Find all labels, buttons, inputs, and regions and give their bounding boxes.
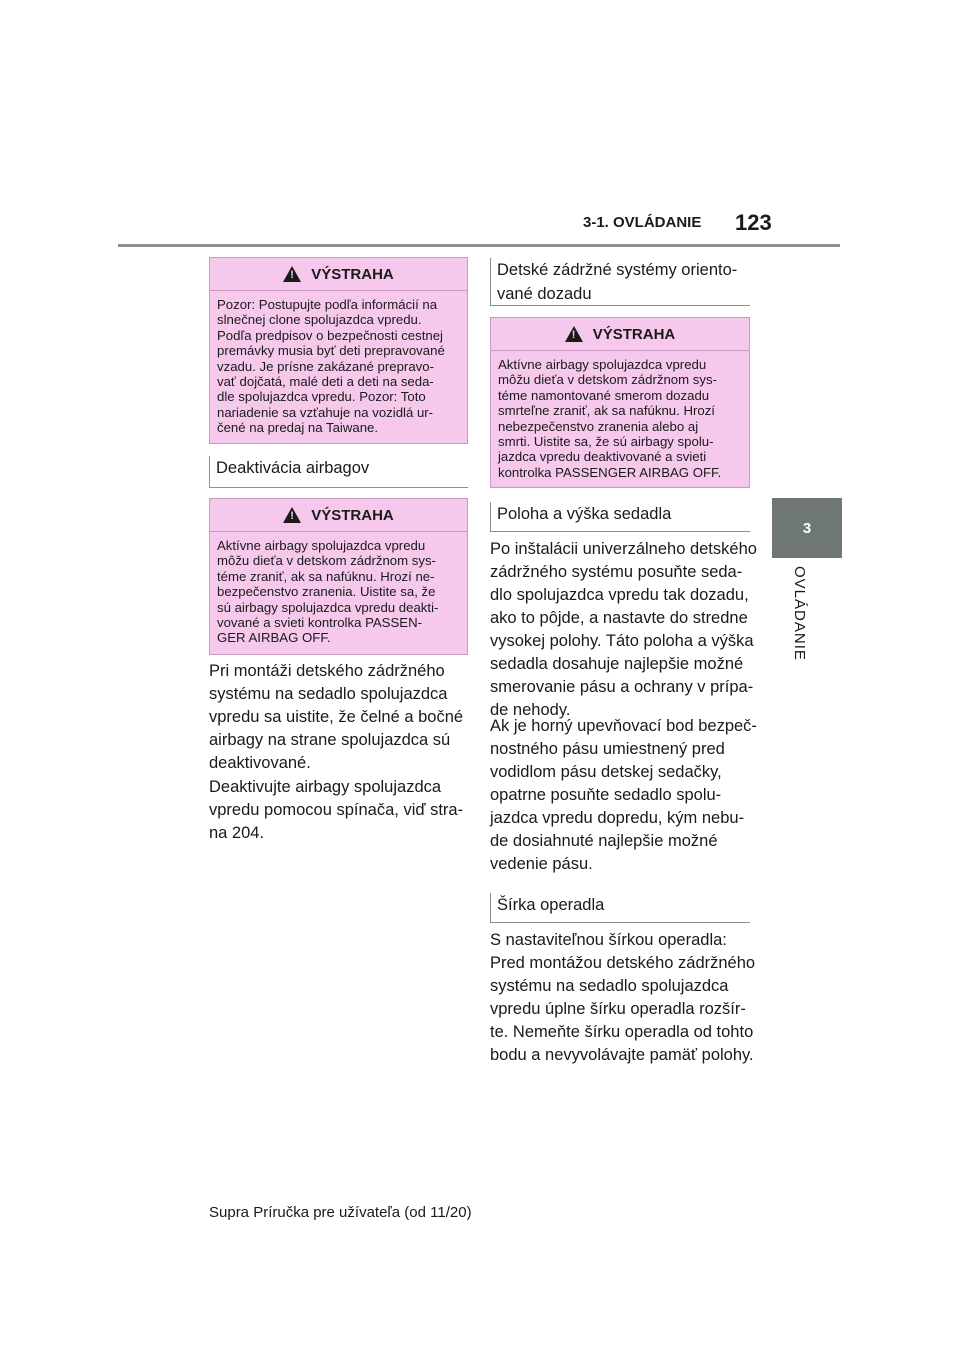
warning-box [209,498,468,655]
section-heading: Detské zádržné systémy oriento- vané dozadu [490,258,750,306]
warning-triangle-icon [283,266,301,282]
warning-triangle-icon [283,507,301,523]
chapter-tab [772,498,842,558]
section-title: 3-1. OVLÁDANIE [583,214,702,231]
section-heading: Deaktivácia airbagov [209,456,468,488]
warning-box [209,257,468,444]
body-paragraph: S nastaviteľnou šírkou operadla: Pred montážou detského zádržného systému na sedadlo spolujazdca vpredu úplne šírku operadla rozšír- te. Nemeňte šírku operadla od tohto bodu a nevyvolávajte pamäť polohy. [490,931,756,1064]
header-divider [118,244,840,247]
warning-header [210,499,467,531]
footer-text: Supra Príručka pre užívateľa (od 11/20) [209,1204,472,1221]
section-heading: Šírka operadla [490,893,750,923]
warning-header [491,318,749,350]
warning-box [490,317,750,488]
warning-title: VÝSTRAHA [311,506,394,524]
warning-text: Aktívne airbagy spolujazdca vpredu môžu dieťa v detskom zádržnom sys- téme zraniť, ak sa nafúknu. Hrozí ne- bezpečenstvo zranenia. Uistite sa, že sú airbagy spolujazdca vpredu deakti- vované a svieti kontrolka PASSEN- GER AIRBAG OFF. [217,538,439,646]
warning-title: VÝSTRAHA [592,325,676,343]
section-heading: Poloha a výška sedadla [490,502,750,532]
body-paragraph: Po inštalácii univerzálneho detského zádržného systému posuňte seda- dlo spolujazdca vpredu tak dozadu, ako to pôjde, a nastavte do stredne vysokej polohy. Táto poloha a výška sedadla dosahuje najlepšie možné smerovanie pásu a ochrany v prípa- de nehody. [490,540,757,719]
body-paragraph: Ak je horný upevňovací bod bezpeč- nostného pásu umiestnený pred vodidlom pásu detskej sedačky, opatrne posuňte sedadlo spolu- jazdca vpredu dopredu, kým nebu- de dosiahnuté najlepšie možné vedenie pásu. [490,717,757,873]
warning-triangle-icon [565,326,583,342]
warning-text: Aktívne airbagy spolujazdca vpredu môžu dieťa v detskom zádržnom sys- téme namontované smerom dozadu smrteľne zraniť, ak sa nafúknu. Hrozí nebezpečenstvo zranenia alebo aj smrti. Uistite sa, že sú airbagy spolu- jazdca vpredu deaktivované a svieti kontrolka PASSENGER AIRBAG OFF. [498,357,722,480]
chapter-label: OVLÁDANIE [791,566,808,661]
warning-title: VÝSTRAHA [311,265,394,283]
body-paragraph: Pri montáži detského zádržného systému na sedadlo spolujazdca vpredu sa uistite, že čelné a bočné airbagy na strane spolujazdca sú deaktivované. [209,662,464,772]
page-number: 123 [735,210,772,235]
body-paragraph: Deaktivujte airbagy spolujazdca vpredu pomocou spínača, viď stra- na 204. [209,778,464,842]
warning-text: Pozor: Postupujte podľa informácií na slnečnej clone spolujazdca vpredu. Podľa predpisov o bezpečnosti cestnej premávky musia byť deti prepravované vzadu. Je prísne zakázané prepravo- vať dojčatá, malé deti a deti na seda- dle spolujazdca vpredu. Pozor: Toto nariadenie sa vzťahuje na vozidlá ur- čené na predaj na Taiwane. [217,297,445,436]
warning-header [210,258,467,290]
chapter-number: 3 [802,519,812,537]
